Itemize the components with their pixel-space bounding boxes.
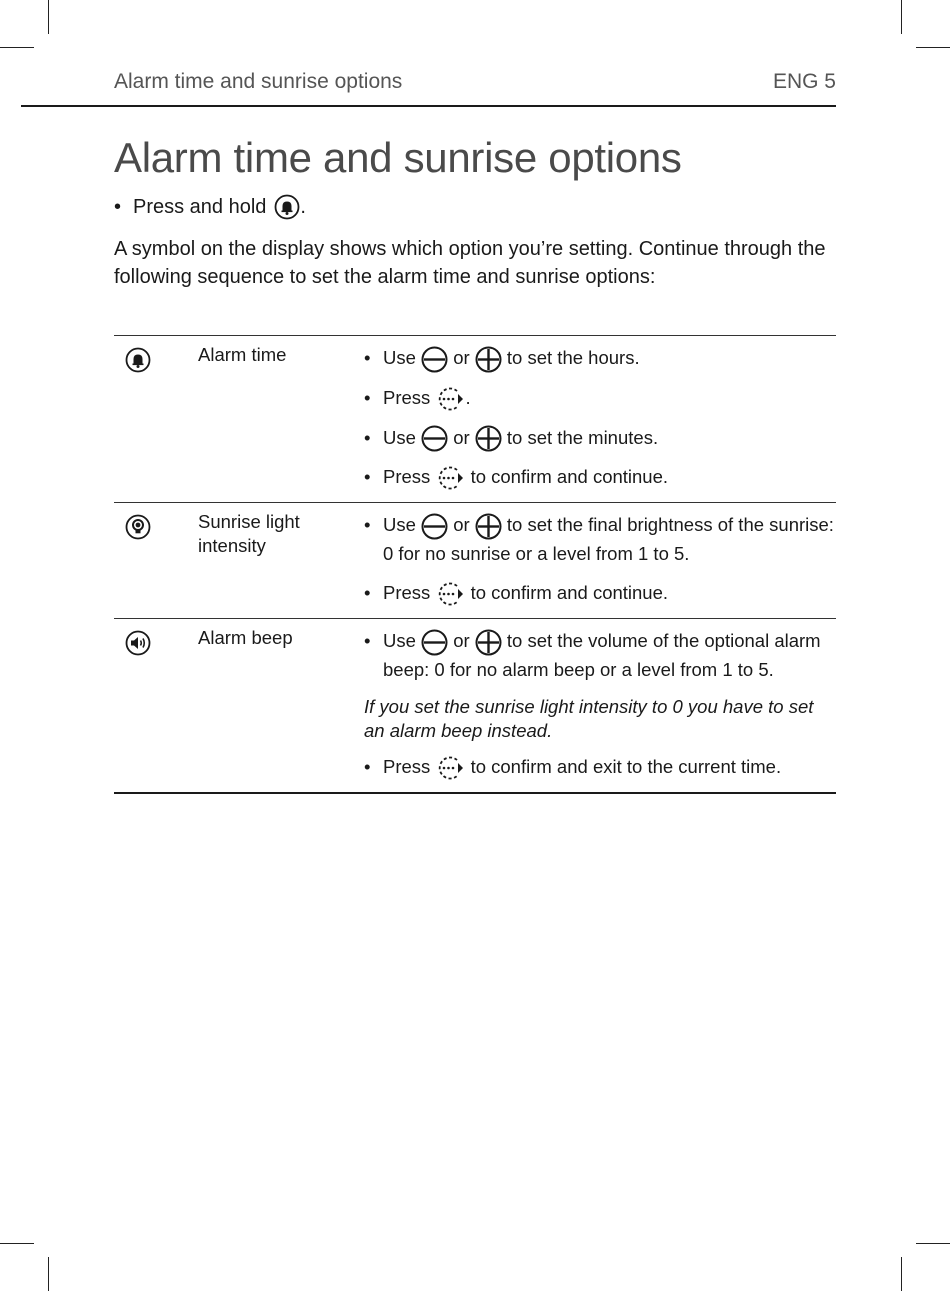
intro-paragraph: A symbol on the display shows which option you’re setting. Continue through the following sequence to set the alarm time and sunrise options: — [114, 238, 826, 288]
table-row — [114, 336, 836, 503]
list-item: • Press . — [364, 384, 836, 413]
crop-mark — [901, 0, 902, 34]
header-rule — [21, 105, 836, 107]
minus-circle-icon — [421, 513, 448, 540]
sunrise-light-icon — [125, 514, 151, 540]
dotted-cycle-icon — [435, 580, 465, 608]
option-name: Alarm beep — [198, 627, 293, 649]
running-header-title: Alarm time and sunrise options — [114, 70, 403, 93]
dotted-cycle-icon — [435, 385, 465, 413]
minus-circle-icon — [421, 425, 448, 452]
plus-circle-icon — [475, 346, 502, 373]
crop-mark — [48, 1257, 49, 1291]
minus-circle-icon — [421, 346, 448, 373]
options-table — [114, 335, 836, 794]
minus-circle-icon — [421, 629, 448, 656]
plus-circle-icon — [475, 513, 502, 540]
crop-mark — [0, 1243, 34, 1244]
alarm-bell-icon — [274, 194, 300, 220]
table-row — [114, 503, 836, 619]
list-item: • Use or to set the final brightness of the sunrise: 0 for no sunrise or a level from 1 to 5. — [364, 514, 834, 565]
list-item: • Use or to set the hours. — [364, 344, 836, 373]
list-item: • Use or to set the minutes. — [364, 424, 836, 453]
speaker-icon — [125, 630, 151, 656]
running-header — [114, 70, 836, 94]
list-item: • Press to confirm and continue. — [364, 463, 836, 492]
crop-mark — [916, 1243, 950, 1244]
alarm-bell-icon — [125, 347, 151, 373]
crop-mark — [916, 47, 950, 48]
page-title: Alarm time and sunrise options — [114, 134, 682, 181]
crop-mark — [901, 1257, 902, 1291]
option-name: Sunrise light intensity — [198, 511, 300, 557]
list-item: • Press to confirm and exit to the current time. — [364, 753, 836, 782]
dotted-cycle-icon — [435, 754, 465, 782]
note-text: If you set the sunrise light intensity to 0 you have to set an alarm beep instead. — [364, 695, 814, 741]
intro-step: • Press and hold . — [114, 194, 306, 220]
crop-mark — [48, 0, 49, 34]
crop-mark — [0, 47, 34, 48]
list-item: • Press to confirm and continue. — [364, 579, 836, 608]
plus-circle-icon — [475, 629, 502, 656]
option-name: Alarm time — [198, 344, 287, 365]
table-row — [114, 619, 836, 793]
plus-circle-icon — [475, 425, 502, 452]
dotted-cycle-icon — [435, 464, 465, 492]
intro-text: Press and hold — [133, 195, 267, 218]
page-number: ENG 5 — [772, 70, 836, 93]
list-item: • Use or to set the volume of the optional alarm beep: 0 for no alarm beep or a level from 1 to 5. — [364, 630, 821, 680]
